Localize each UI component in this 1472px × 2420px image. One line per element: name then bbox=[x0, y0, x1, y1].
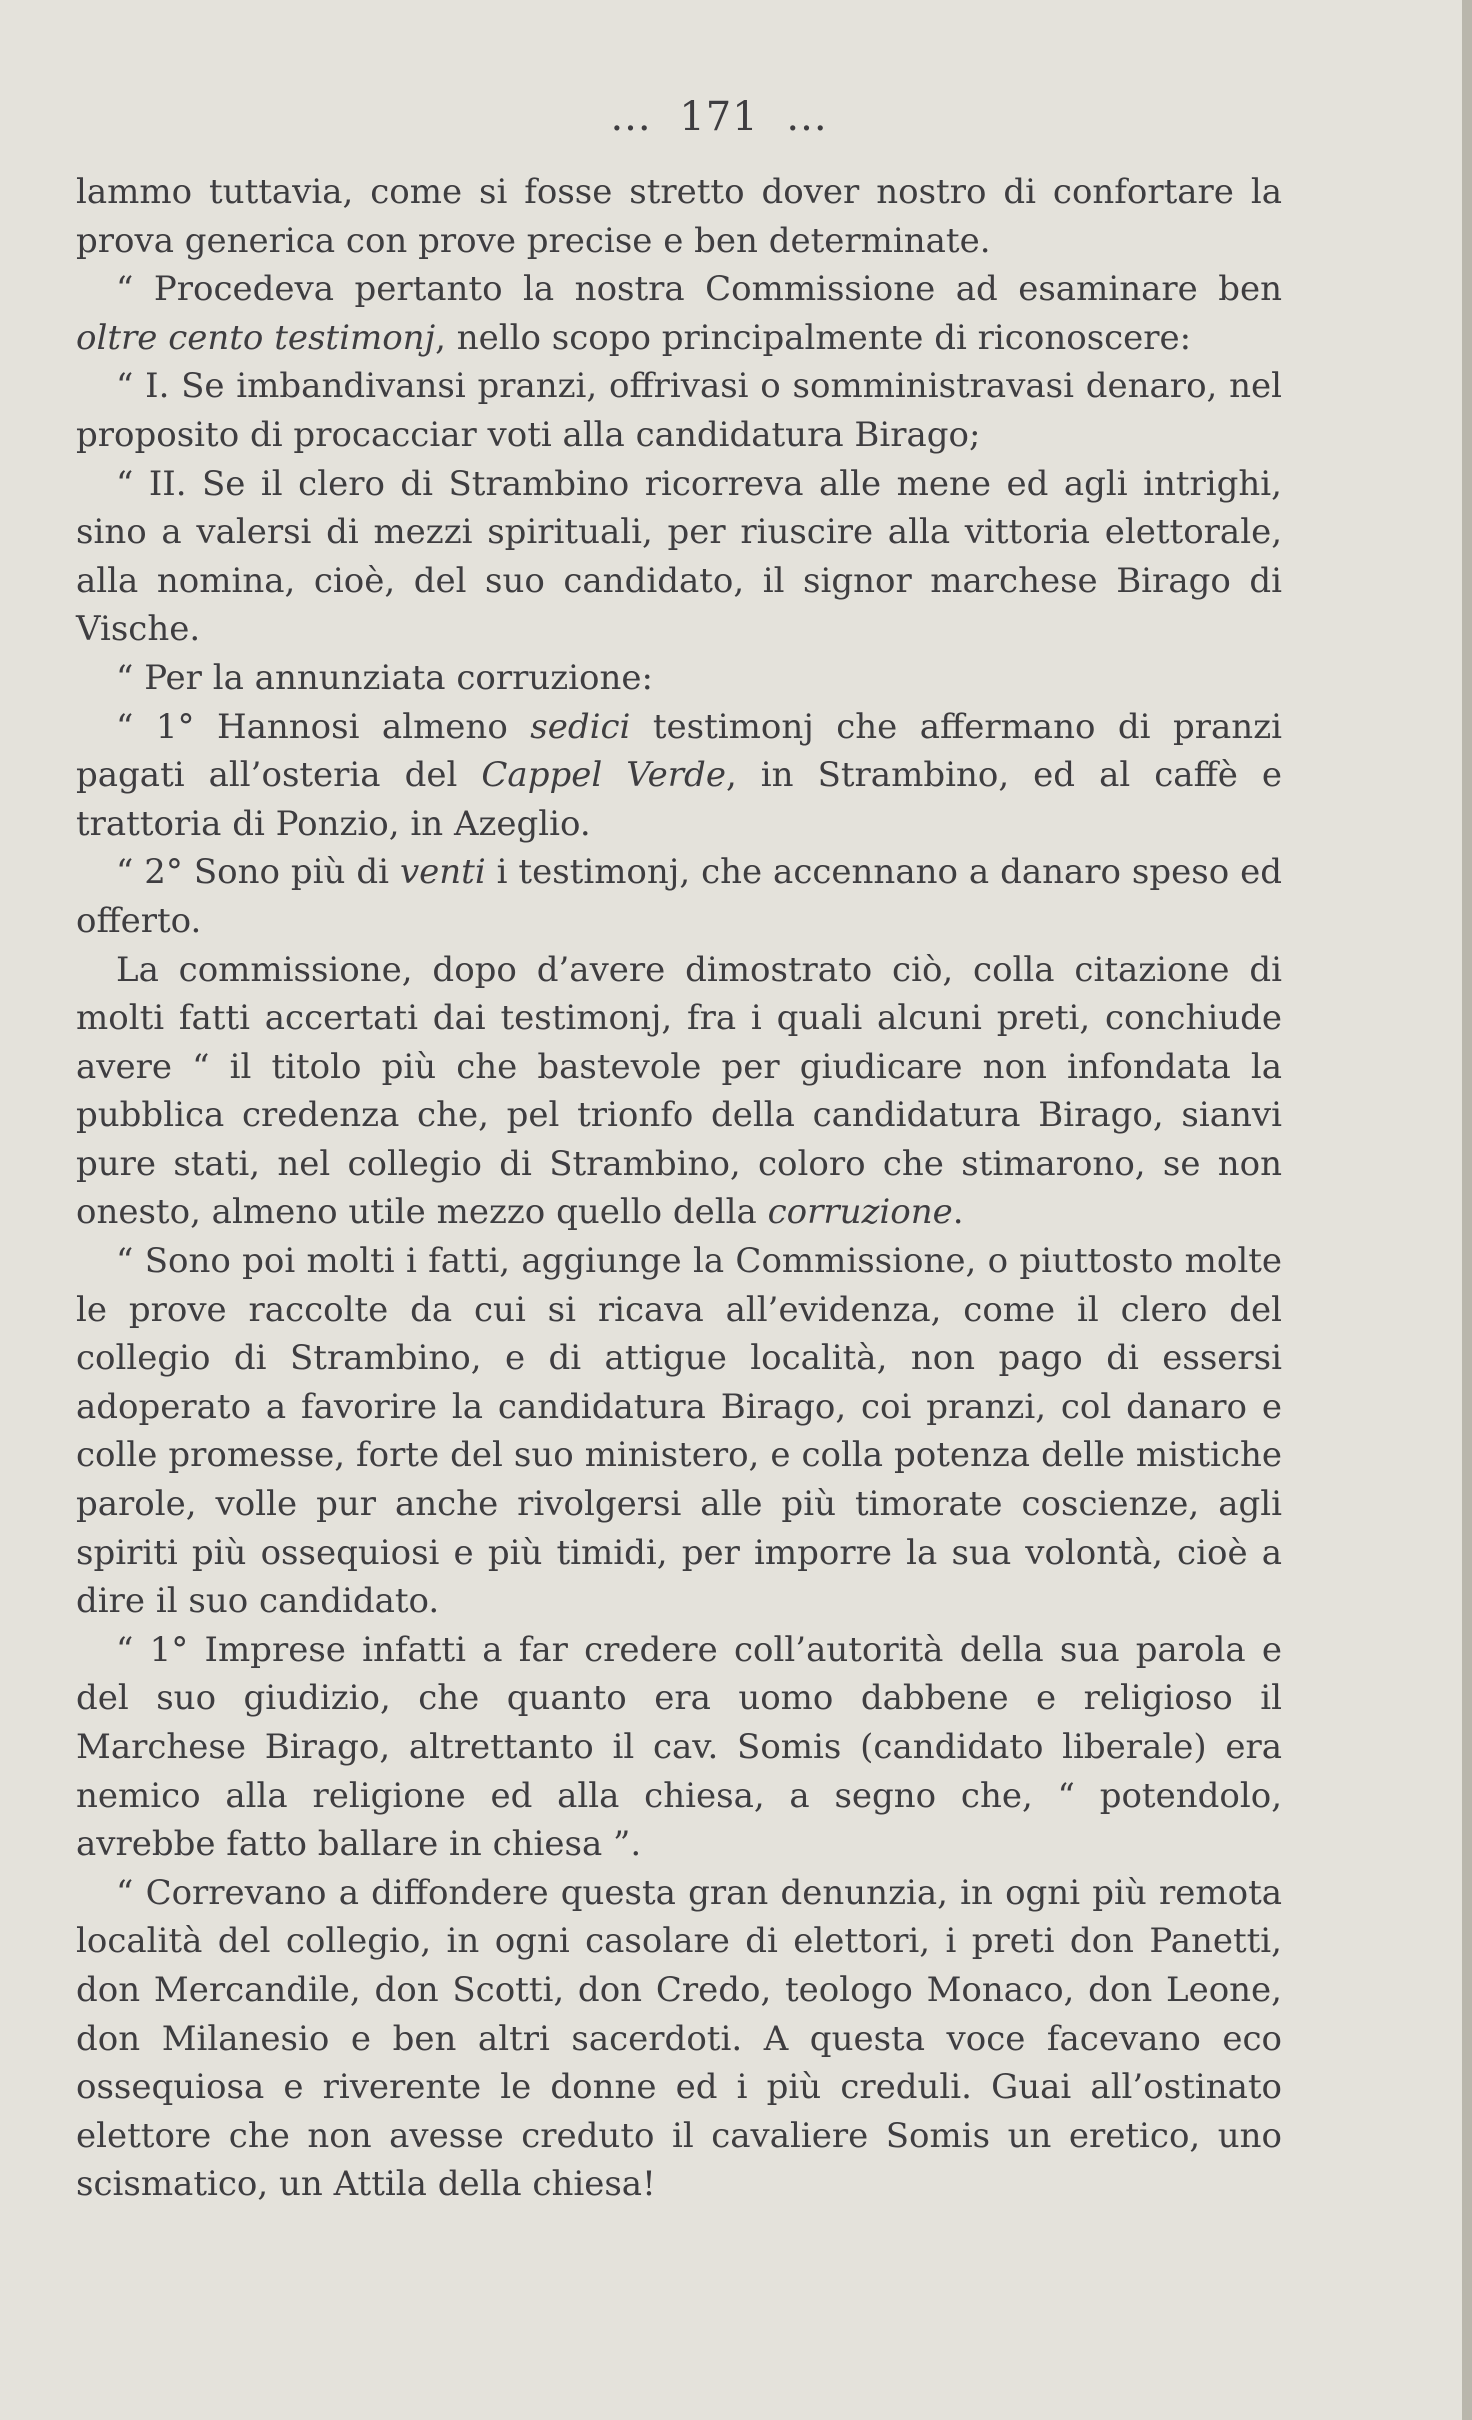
paragraph bbox=[76, 1626, 1282, 1869]
italic-text: venti bbox=[399, 852, 486, 893]
paragraph bbox=[76, 654, 1282, 703]
paragraph bbox=[76, 265, 1282, 362]
paragraph bbox=[76, 362, 1282, 459]
italic-text: corruzione bbox=[767, 1192, 953, 1233]
italic-text: sedici bbox=[530, 706, 631, 747]
italic-text: oltre cento testimonj bbox=[76, 317, 436, 358]
paragraph bbox=[76, 848, 1282, 945]
page-edge-shadow bbox=[1462, 0, 1472, 2420]
text-run: “ Procedeva pertanto la nostra Commissione ad esaminare ben bbox=[116, 269, 1282, 310]
text-run: “ 2° Sono più di bbox=[116, 852, 400, 893]
paragraph bbox=[76, 703, 1282, 849]
text-run: “ 1° Hannosi almeno bbox=[116, 706, 531, 747]
text-run: , nello scopo principalmente di riconoscere: bbox=[435, 317, 1192, 358]
text-run: i testimonj, che accennano a danaro speso ed offerto. bbox=[76, 852, 1282, 941]
paragraph bbox=[76, 1237, 1282, 1626]
text-run: “ Sono poi molti i fatti, aggiunge la Commissione, o piuttosto molte le prove raccolte da cui si ricava all’evidenza, come il clero del collegio di Strambino, e di attigue località, non pago di essersi adoperato a favorire la candidatura Birago, coi pranzi, col danaro e colle promesse, forte del suo ministero, e colla potenza delle mistiche parole, volle pur anche rivolgersi alle più timorate coscienze, agli spiriti più ossequiosi e più timidi, per imporre la sua volontà, cioè a dire il suo candidato. bbox=[76, 1241, 1282, 1622]
text-run: . bbox=[952, 1192, 964, 1233]
italic-text: Cappel Verde bbox=[481, 755, 726, 796]
paragraph bbox=[76, 168, 1282, 265]
text-run: “ I. Se imbandivansi pranzi, offrivasi o somministravasi denaro, nel proposito di procacciar voti alla candidatura Birago; bbox=[76, 366, 1282, 455]
text-run: “ II. Se il clero di Strambino ricorreva alle mene ed agli intrighi, sino a valersi di mezzi spirituali, per riuscire alla vittoria elettorale, alla nomina, cioè, del suo candidato, il signor marchese Birago di Vische. bbox=[76, 463, 1282, 650]
paragraph bbox=[76, 1869, 1282, 2209]
page-number-dots-left: ... bbox=[610, 94, 652, 140]
text-run: testimonj che affermano di pranzi pagati all’osteria del bbox=[76, 706, 1282, 796]
text-run: lammo tuttavia, come si fosse stretto dover nostro di confortare la prova generica con prove precise e ben determinate. bbox=[76, 172, 1282, 261]
body-text bbox=[76, 168, 1282, 2209]
text-run: , in Strambino, ed al caffè e trattoria di Ponzio, in Azeglio. bbox=[76, 755, 1283, 844]
paragraph bbox=[76, 946, 1282, 1238]
text-run: “ Per la annunziata corruzione: bbox=[116, 657, 653, 698]
text-run: La commissione, dopo d’avere dimostrato ciò, colla citazione di molti fatti accertati dai testimonj, fra i quali alcuni preti, conchiude avere “ il titolo più che bastevole per giudicare non infondata la pubblica credenza che, pel trionfo della candidatura Birago, sianvi pure stati, nel collegio di Strambino, coloro che stimarono, se non onesto, almeno utile mezzo quello della bbox=[76, 949, 1282, 1233]
page-header bbox=[76, 78, 1282, 156]
paragraph bbox=[76, 460, 1282, 654]
page-number: 171 bbox=[679, 94, 759, 140]
page-number-dots-right: ... bbox=[786, 94, 828, 140]
text-run: “ Correvano a diffondere questa gran denunzia, in ogni più remota località del collegio, in ogni casolare di elettori, i preti don Panetti, don Mercandile, don Scotti, don Credo, teologo Monaco, don Leone, don Milanesio e ben altri sacerdoti. A questa voce facevano eco ossequiosa e riverente le donne ed i più creduli. Guai all’ostinato elettore che non avesse creduto il cavaliere Somis un eretico, uno scismatico, un Attila della chiesa! bbox=[76, 1872, 1282, 2205]
text-run: “ 1° Imprese infatti a far credere coll’autorità della sua parola e del suo giudizio, che quanto era uomo dabbene e religioso il Marchese Birago, altrettanto il cav. Somis (candidato liberale) era nemico alla religione ed alla chiesa, a segno che, “ potendolo, avrebbe fatto ballare in chiesa ”. bbox=[76, 1629, 1282, 1865]
